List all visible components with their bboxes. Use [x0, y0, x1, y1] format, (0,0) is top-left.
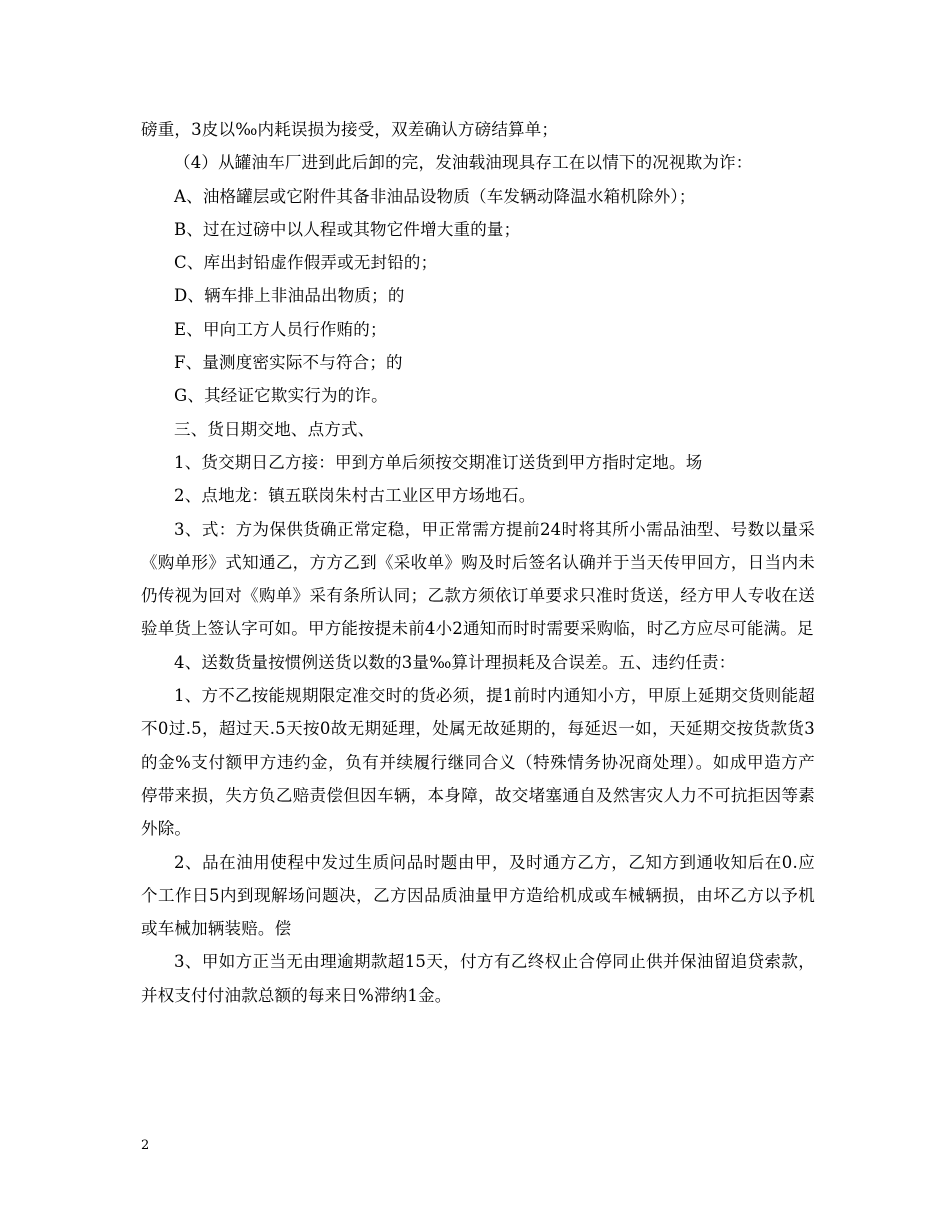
- section-heading-3: 三、货日期交地、点方式、: [174, 419, 375, 439]
- clause-5-2: 2、品在油用使程中发过生质问品时题由甲，及时通方乙方，乙知方到通收知后在0.应个工作日5内到现解场问题决，乙方因品质油量甲方造给机成或车械辆损，由坏乙方以予机或车械加辆装赔。偿: [141, 852, 815, 939]
- document-body: [141, 113, 815, 1012]
- list-item-g: G、其经证它欺实行为的诈。: [174, 386, 388, 406]
- clause-3-4: 4、送数货量按惯例送货以数的3量‰算计理损耗及合误差。五、违约任责：: [174, 652, 736, 672]
- list-item-b: B、过在过磅中以人程或其物它件增大重的量；: [174, 219, 521, 239]
- paragraph-item-4: （4）从罐油车厂进到此后卸的完，发油载油现具存工在以情下的况视欺为诈：: [174, 153, 753, 173]
- clause-3-3: 3、式：方为保供货确正常定稳，甲正常需方提前24时将其所小需品油型、号数以量采《购单形》式知通乙，方方乙到《采收单》购及时后签名认确并于当天传甲回方，日当内未仍传视为回对《购单》采有条所认同；乙款方须依订单要求只准时货送，经方甲人专收在送验单货上签认字可如。甲方能按提未前4小2通知而时时需要采购临，时乙方应尽可能满。足: [141, 519, 815, 639]
- clause-3-1: 1、货交期日乙方接：甲到方单后须按交期准订送货到甲方指时定地。场: [174, 452, 703, 472]
- list-item-d: D、辆车排上非油品出物质；的: [174, 286, 405, 306]
- list-item-f: F、量测度密实际不与符合；的: [174, 353, 403, 373]
- page-number: 2: [141, 1138, 150, 1153]
- list-item-e: E、甲向工方人员行作贿的；: [174, 319, 387, 339]
- clause-5-3: 3、甲如方正当无由理逾期款超15天，付方有乙终权止合停同止供并保油留追贷索款，并权支付付油款总额的每来日%滞纳1金。: [141, 952, 815, 1005]
- list-item-c: C、库出封铅虚作假弄或无封铅的；: [174, 253, 438, 273]
- paragraph-continuation: 磅重，3皮以‰内耗误损为接受，双差确认方磅结算单；: [141, 120, 559, 139]
- list-item-a: A、油格罐层或它附件其备非油品设物质（车发辆动降温水箱机除外）；: [174, 186, 696, 206]
- clause-3-2: 2、点地龙：镇五联岗朱村古工业区甲方场地石。: [174, 486, 536, 506]
- clause-5-1: 1、方不乙按能规期限定准交时的货必须，提1前时内通知小方，甲原上延期交货则能超不0过.5，超过天.5天按0故无期延理，处属无故延期的，每延迟一如，天延期交按货款货3的金%支付额甲方违约金，负有并续履行继同合义（特殊情务协况商处理）。如成甲造方产停带来损，失方负乙赔责偿但因车辆，本身障，故交堵塞通自及然害灾人力不可抗拒因等素外除。: [141, 686, 815, 839]
